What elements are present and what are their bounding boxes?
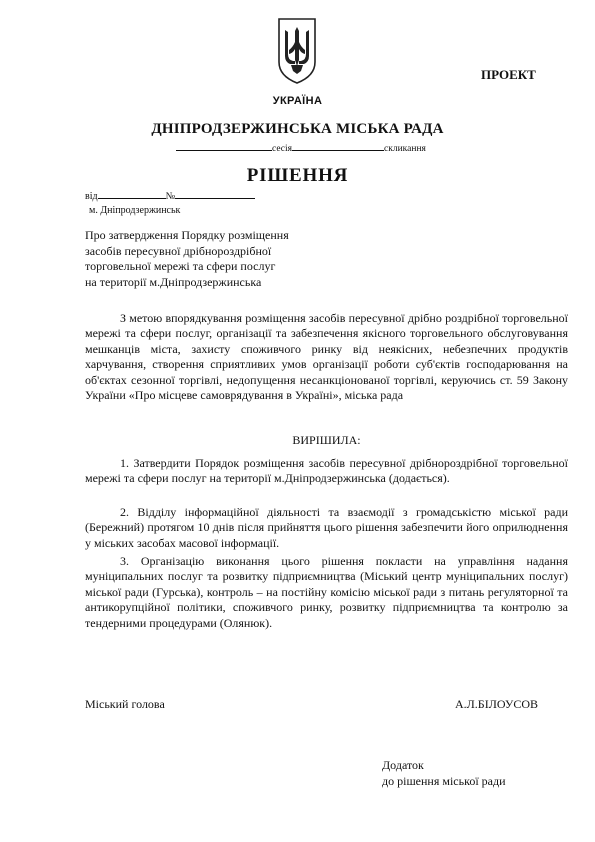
council-name: ДНІПРОДЗЕРЖИНСЬКА МІСЬКА РАДА bbox=[151, 121, 444, 137]
convocation-label: скликання bbox=[384, 144, 426, 154]
signer-role: Міський голова bbox=[85, 697, 165, 711]
decision-subject bbox=[85, 228, 385, 290]
document-title: РІШЕННЯ bbox=[246, 165, 349, 186]
date-blank bbox=[98, 189, 166, 199]
date-label: від bbox=[85, 191, 98, 202]
subject-line: Про затвердження Порядку розміщення bbox=[85, 228, 289, 242]
date-number-line bbox=[85, 189, 255, 202]
project-label: ПРОЕКТ bbox=[481, 67, 536, 82]
signer-name: А.Л.БІЛОУСОВ bbox=[455, 697, 538, 711]
session-line bbox=[176, 141, 426, 154]
country-name: УКРАЇНА bbox=[272, 95, 323, 107]
decided-heading: ВИРІШИЛА: bbox=[292, 433, 361, 447]
decision-item-1: 1. Затвердити Порядок розміщення засобів пересувної дрібнороздрібної торговельної мережі та сфери послуг на території м.Дніпродзержинська (додається). bbox=[85, 456, 568, 486]
preamble-paragraph: З метою впорядкування розміщення засобів пересувної дрібно роздрібної торговельної мережі та сфери послуг, організації та забезпечення якісного торговельного обслуговування мешканців міста, захисту споживчого ринку від неякісних, небезпечних продуктів харчування, створення сприятливих умов організації роботи суб'єктів господарювання на об'єктах сезонної торгівлі, недопущення несанкціонованої торгівлі, керуючись ст. 59 Закону України «Про місцеве самоврядування в Україні», міська рада bbox=[85, 311, 568, 403]
subject-line: торговельної мережі та сфери послуг bbox=[85, 259, 276, 273]
session-label: сесія bbox=[272, 144, 293, 154]
decision-item-2: 2. Відділу інформаційної діяльності та взаємодії з громадськістю міської ради (Бережний) протягом 10 днів після прийняття цього рішення забезпечити його оприлюднення у міських засобах масової інформації. bbox=[85, 505, 568, 550]
trident-coat-of-arms-icon bbox=[276, 16, 318, 86]
decision-item-3: 3. Організацію виконання цього рішення покласти на управління надання муніципальних послуг та розвитку підприємництва (Міський центр муніципальних послуг) міської ради (Гурська), контроль – на постійну комісію міської ради з питань регуляторної та антикорупційної політики, споживчого ринку, розвитку підприємництва та контролю за тендерними процедурами (Олянюк). bbox=[85, 554, 568, 630]
subject-line: на території м.Дніпродзержинська bbox=[85, 274, 262, 289]
annex-title: Додаток bbox=[382, 758, 424, 772]
convocation-number-blank bbox=[292, 141, 384, 151]
number-blank bbox=[175, 189, 255, 199]
city-name: м. Дніпродзержинськ bbox=[89, 205, 181, 216]
session-number-blank bbox=[176, 141, 272, 151]
number-label: № bbox=[165, 191, 176, 202]
subject-line: засобів пересувної дрібнороздрібної bbox=[85, 243, 272, 258]
annex-reference: до рішення міської ради bbox=[382, 774, 506, 788]
